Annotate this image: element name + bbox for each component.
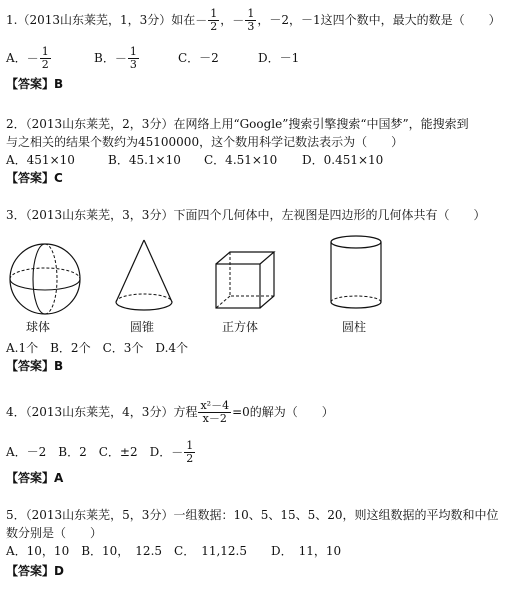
q2-answer: 【答案】C <box>6 171 63 185</box>
q5-answer: 【答案】D <box>6 564 64 578</box>
q3-answer: 【答案】B <box>6 359 64 373</box>
cube-label: 正方体 <box>222 320 259 334</box>
sphere-label: 球体 <box>26 320 51 334</box>
q1-fraction-1: $\frac{1}{2}$ <box>210 7 218 33</box>
q1-options: A．－ $\frac{1}{2}$ B．－ $\frac{1}{3}$ C．－2 D．－1 <box>6 45 300 71</box>
q5-options: A．10，10 B．10， 12.5 C． 11,12.5 D． 11，10 <box>6 544 342 558</box>
sphere-figure <box>6 240 86 320</box>
q2-stem-line2: 与之相关的结果个数约为45100000，这个数用科学记数法表示为（ ） <box>6 135 404 149</box>
q3-options: A.1个 B．2个 C．3个 D.4个 <box>6 341 189 355</box>
q4-stem: 4．（2013山东莱芜，4，3分）方程 $\frac{\text{x²－4}}{x-2}$ =0的解为（ ） <box>6 399 334 425</box>
q4-options: A．－2 B．2 C．±2 D．－ $\frac{1}{2}$ <box>6 439 194 465</box>
q4-answer: 【答案】A <box>6 471 64 485</box>
q2-options: A．451×10 B．45.1×10 C．4.51×10 D．0.451×10 <box>6 153 384 167</box>
q1-answer: 【答案】B <box>6 77 64 91</box>
cylinder-figure <box>328 234 384 314</box>
cube-figure <box>214 250 276 312</box>
q3-stem: 3．（2013山东莱芜，3，3分）下面四个几何体中，左视图是四边形的几何体共有（ ） <box>6 208 486 222</box>
cone-label: 圆锥 <box>130 320 155 334</box>
cone-figure <box>112 238 176 318</box>
q1-stem: 1.（2013山东莱芜，1，3分）如在－ $\frac{1}{2}$ ，－ $\frac{1}{3}$ ，－2，－1这四个数中，最大的数是（ ） <box>6 7 501 33</box>
q1-fraction-2: $\frac{1}{3}$ <box>247 7 255 33</box>
q1-option-b-fraction: $\frac{1}{3}$ <box>129 45 137 71</box>
q4-equation-fraction: $\frac{\text{x²－4}}{x-2}$ <box>200 399 230 425</box>
q4-option-d-fraction: $\frac{1}{2}$ <box>186 439 194 465</box>
q5-stem-line1: 5．（2013山东莱芜，5，3分）一组数据：10、5、15、5、20，则这组数据的平均数和中位 <box>6 508 499 522</box>
cylinder-label: 圆柱 <box>342 320 367 334</box>
q5-stem-line2: 数分别是（ ） <box>6 526 103 540</box>
q2-stem-line1: 2．（2013山东莱芜，2，3分）在网络上用“Google”搜索引擎搜索“中国梦”，能搜索到 <box>6 117 469 131</box>
q1-option-a-fraction: $\frac{1}{2}$ <box>41 45 49 71</box>
